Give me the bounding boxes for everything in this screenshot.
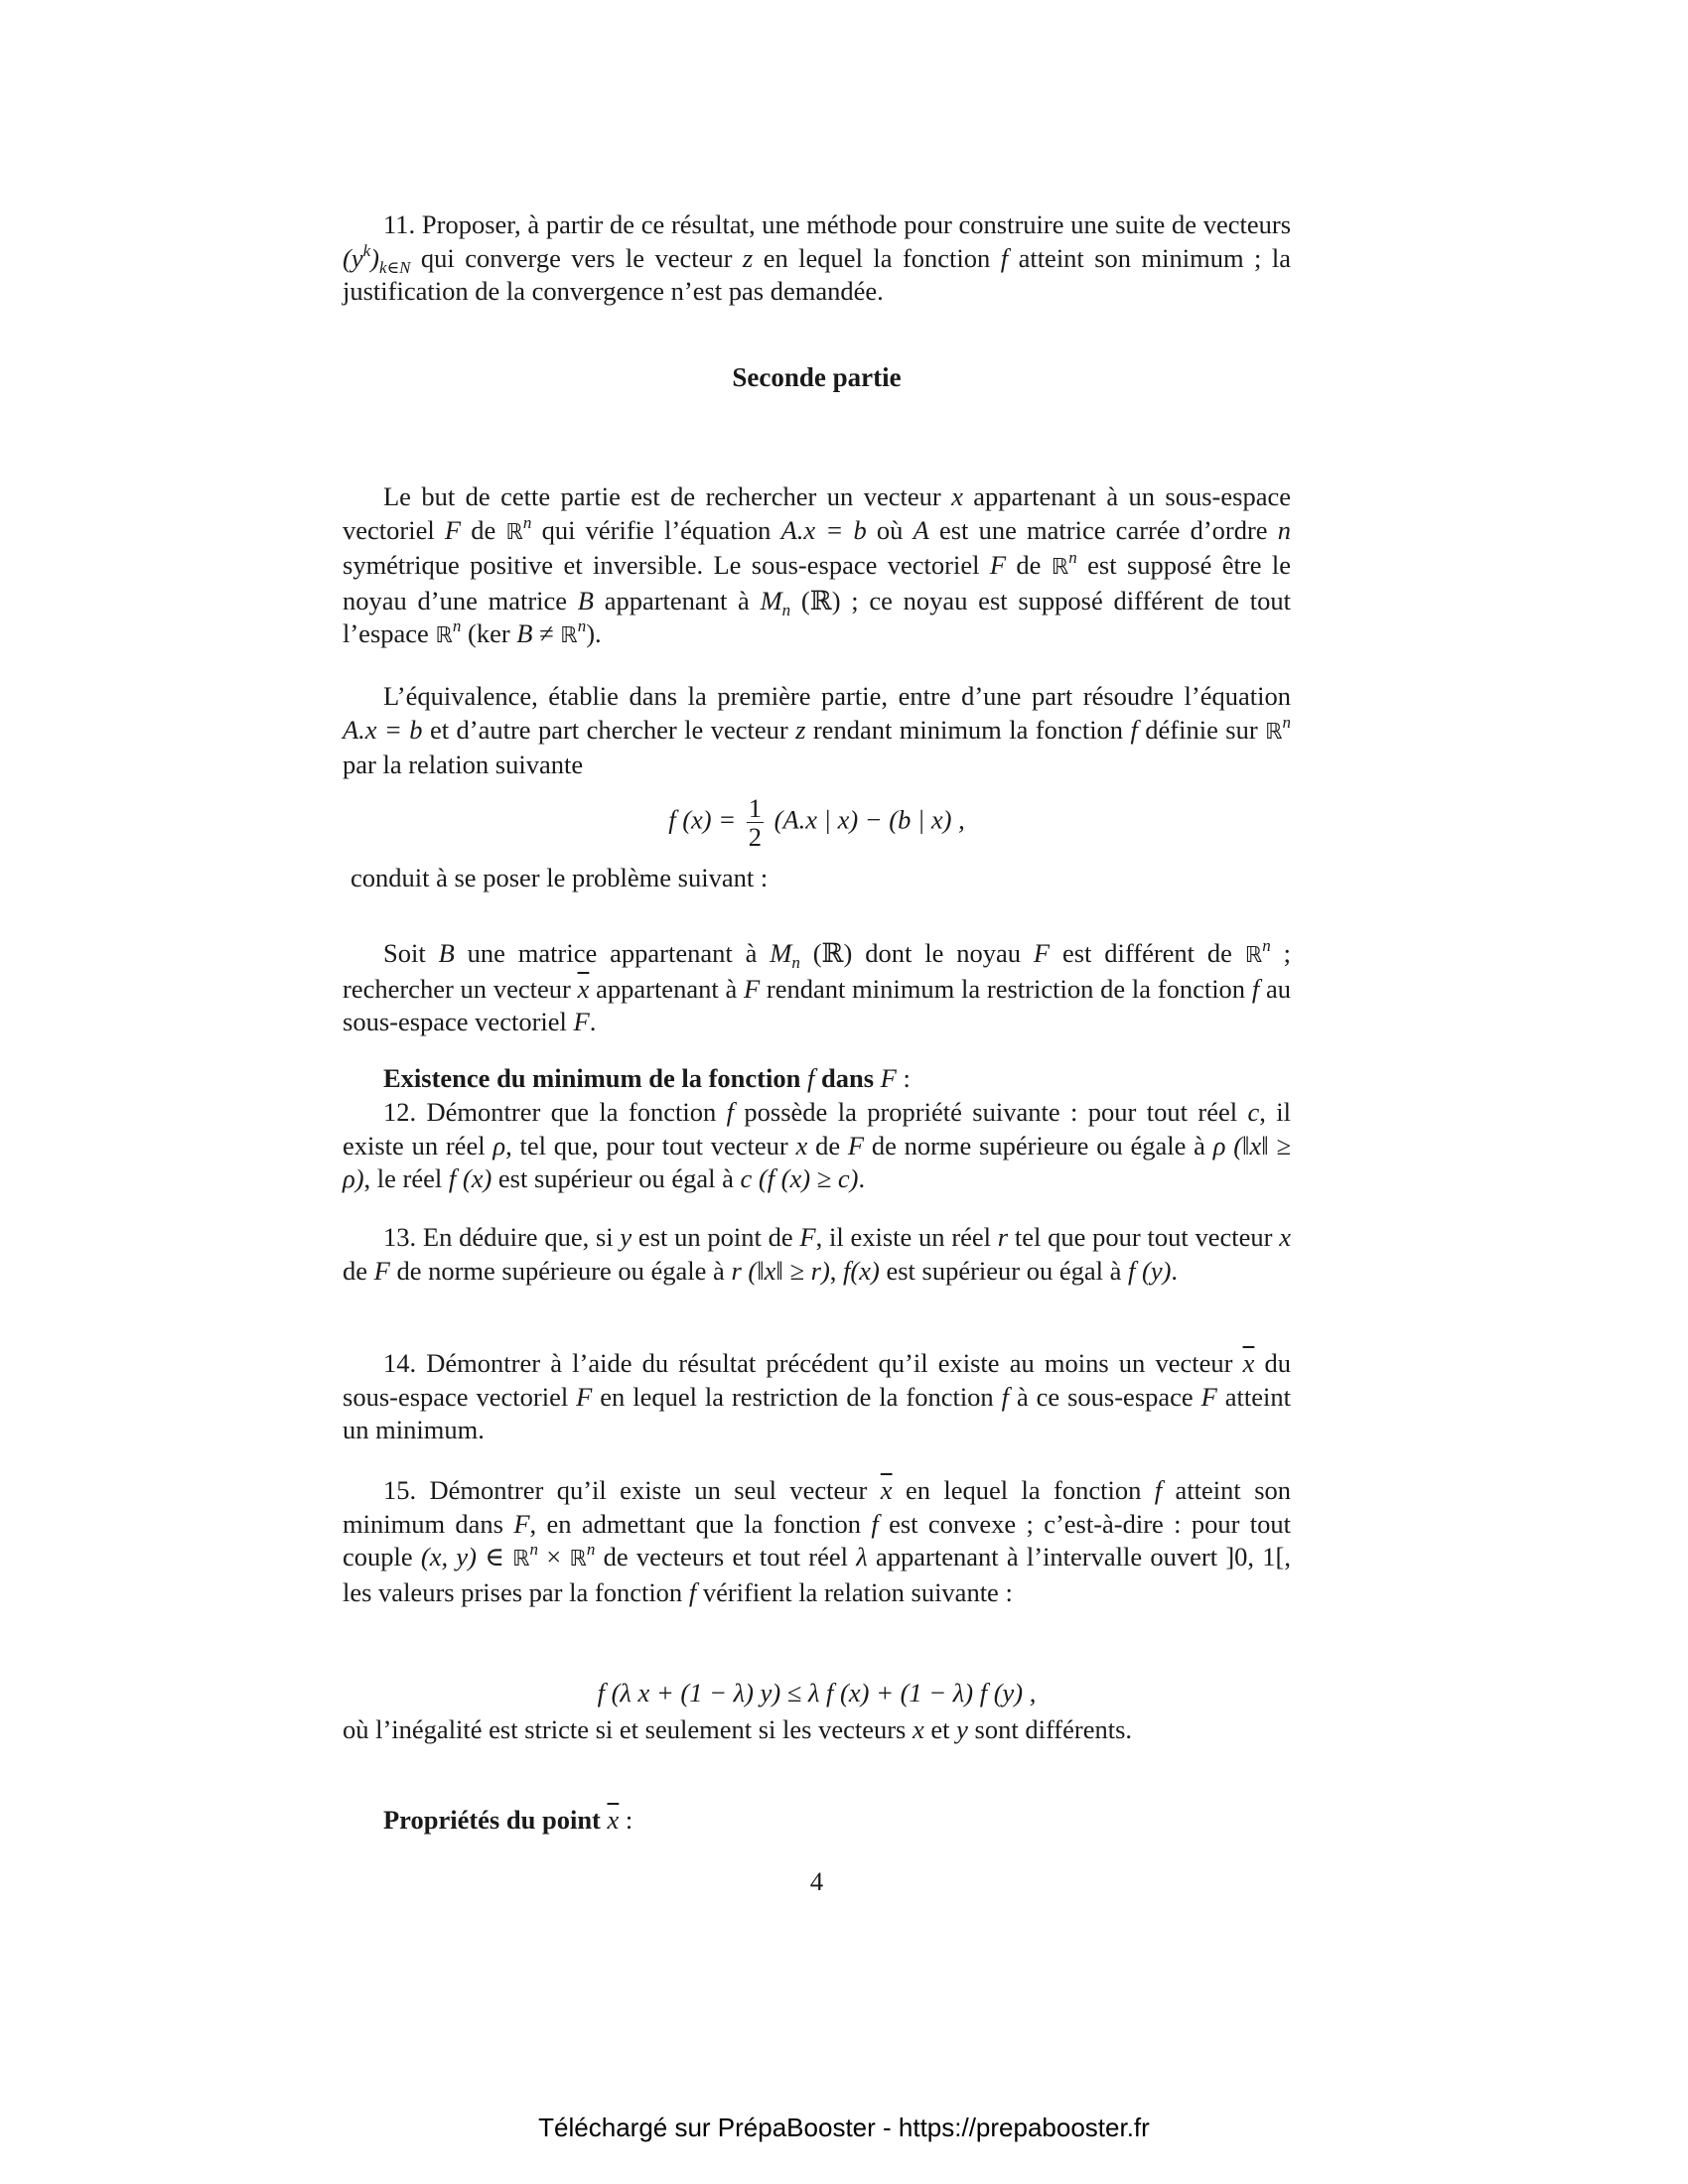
equation-f-definition: f (x) = $\frac{1}{2}$ (A.x | x) − (b | x) ,	[668, 793, 965, 852]
problem-paragraph: Soit B une matrice appartenant à $M_n$ (ℝ) dont le noyau F est différent de ℝ$^n$ ; rechercher un vecteur $\overline{x}$ appartenant à F rendant minimum la restriction de la fonction f au sous-espace vectoriel F.	[343, 936, 1291, 1036]
section-title: Seconde partie	[732, 362, 902, 392]
equation-convexity: f (λ x + (1 − λ) y) ≤ λ f (x) + (1 − λ) f (y) ,	[597, 1678, 1037, 1707]
question-12: 12. Démontrer que la fonction f possède la propriété suivante : pour tout réel c, il existe un réel ρ, tel que, pour tout vecteur x de F de norme supérieure ou égale à ρ (‖x‖ ≥ ρ), le réel f (x) est supérieur ou égal à c (f (x) ≥ c).	[343, 1097, 1292, 1193]
equivalence-paragraph: L’équivalence, établie dans la première partie, entre d’une part résoudre l’équation A.x = b et d’autre part chercher le vecteur z rendant minimum la fonction f définie sur ℝ$^n$ par la relation suivante	[343, 681, 1292, 779]
question-14: 14. Démontrer à l’aide du résultat précédent qu’il existe au moins un vecteur $\overline{x}$ du sous-espace vectoriel F en lequel la restriction de la fonction f à ce sous-espace F atteint un minimum.	[343, 1348, 1292, 1444]
question-11: 11. Proposer, à partir de ce résultat, une méthode pour construire une suite de vecteurs $(y^k)_{k\in N}$ qui converge vers le vecteur z en lequel la fonction f atteint son minimum ; la justification de la convergence n’est pas demandée.	[343, 209, 1292, 306]
subsection-properties: Propriétés du point $\overline{x}$ :	[383, 1805, 633, 1835]
page-number: 4	[809, 1866, 824, 1896]
question-number: 11.	[383, 209, 416, 239]
intro-paragraph: Le but de cette partie est de rechercher un vecteur x appartenant à un sous-espace vectoriel F de ℝ$^n$ qui vérifie l’équation A.x = b où A est une matrice carrée d’ordre n symétrique positive et inversible. Le sous-espace vectoriel F de ℝ$^n$ est supposé être le noyau d’une matrice B appartenant à $M_n$ (ℝ) ; ce noyau est supposé différent de tout l’espace ℝ$^n$ (ker B ≠ ℝ$^n$).	[343, 481, 1291, 648]
leads-to-text: conduit à se poser le problème suivant :	[351, 863, 769, 892]
subsection-existence: Existence du minimum de la fonction f dans F :	[383, 1063, 911, 1093]
strict-inequality-note: où l’inégalité est stricte si et seulement si les vecteurs x et y sont différents.	[343, 1714, 1133, 1744]
question-15: 15. Démontrer qu’il existe un seul vecteur $\overline{x}$ en lequel la fonction f atteint son minimum dans F, en admettant que la fonction f est convexe ; c’est-à-dire : pour tout couple (x, y) ∈ ℝ$^n$ × ℝ$^n$ de vecteurs et tout réel λ appartenant à l’intervalle ouvert ]0, 1[, les valeurs prises par la fonction f vérifient la relation suivante :	[343, 1475, 1292, 1607]
question-13: 13. En déduire que, si y est un point de F, il existe un réel r tel que pour tout vecteur x de F de norme supérieure ou égale à r (‖x‖ ≥ r), f(x) est supérieur ou égal à f (y).	[343, 1222, 1291, 1286]
fraction-one-half: $\frac{1}{2}$	[748, 793, 763, 852]
download-footer: Téléchargé sur PrépaBooster - https://prepabooster.fr	[538, 2113, 1150, 2142]
